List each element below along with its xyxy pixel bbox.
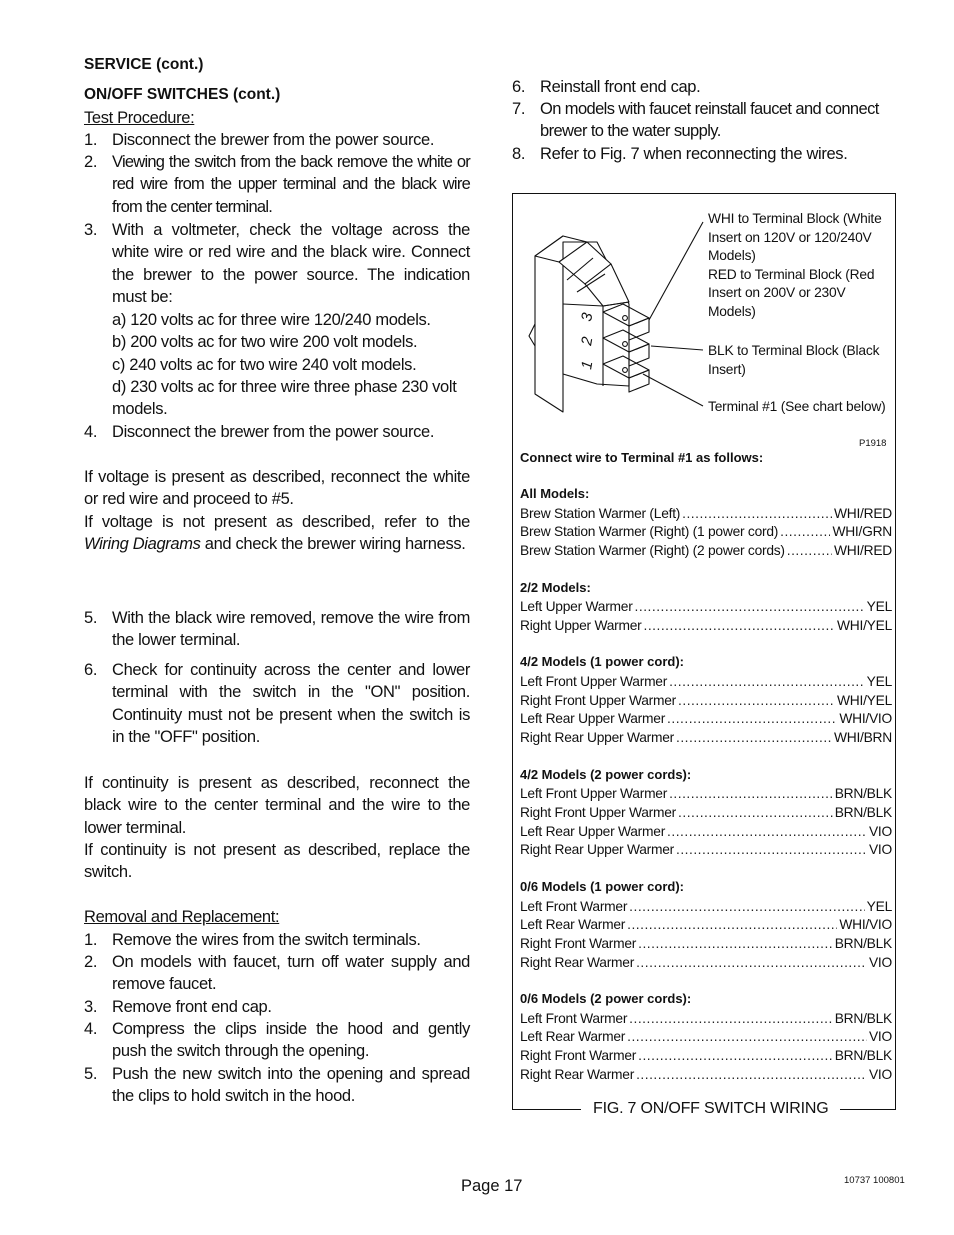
table-row: Left Front Upper Warmer ..... BRN/BLK [520, 785, 892, 803]
callout-whi-red: WHI to Terminal Block (White Insert on 120V or 120/240V Models) RED to Terminal Block (Red Insert on 200V or 230V Models) [708, 211, 882, 319]
group-title-0-6-two-cords: 0/6 Models (2 power cords): [520, 991, 692, 1006]
table-row: Right Front Upper Warmer ..... BRN/BLK [520, 804, 892, 822]
indication-d: d) 230 volts ac for three wire three phase 230 volt models. [112, 378, 457, 419]
table-row: Right Rear Upper Warmer ..... VIO [520, 841, 892, 859]
figure-code: P1918 [859, 438, 887, 449]
indication-c: c) 240 volts ac for two wire 240 volt models. [112, 356, 417, 374]
terminal-number-1: 1 [578, 359, 597, 371]
table-row: Right Rear Warmer ..... VIO [520, 954, 892, 972]
table-row: Left Rear Warmer ..... VIO [520, 1028, 892, 1046]
table-row: Left Rear Warmer ..... WHI/VIO [520, 916, 892, 934]
group-title-0-6-one-cord: 0/6 Models (1 power cord): [520, 879, 684, 894]
table-row: Left Front Warmer ..... YEL [520, 898, 892, 916]
table-row: Brew Station Warmer (Right) (2 power cords) ..... WHI/RED [520, 542, 892, 560]
table-row: Right Front Warmer ..... BRN/BLK [520, 935, 892, 953]
terminal-number-3: 3 [578, 311, 597, 323]
table-row: Left Upper Warmer ..... YEL [520, 598, 892, 616]
indication-b: b) 200 volts ac for two wire 200 volt models. [112, 333, 418, 351]
group-title-4-2-one-cord: 4/2 Models (1 power cord): [520, 654, 684, 669]
table-row: Brew Station Warmer (Right) (1 power cord) ..... WHI/GRN [520, 523, 892, 541]
figure-caption: FIG. 7 ON/OFF SWITCH WIRING [581, 1100, 840, 1118]
table-row: Left Front Upper Warmer ..... YEL [520, 673, 892, 691]
subsection-heading: ON/OFF SWITCHES (cont.) [84, 86, 281, 103]
table-row: Right Rear Upper Warmer ..... WHI/BRN [520, 729, 892, 747]
group-title-all-models: All Models: [520, 486, 590, 501]
table-row: Right Front Upper Warmer ..... WHI/YEL [520, 692, 892, 710]
removal-label: Removal and Replacement: [84, 908, 280, 926]
group-title-4-2-two-cords: 4/2 Models (2 power cords): [520, 767, 692, 782]
figure-7-box [512, 193, 896, 1117]
group-title-2-2-models: 2/2 Models: [520, 580, 591, 595]
table-row: Left Rear Upper Warmer ..... VIO [520, 823, 892, 841]
test-procedure-label: Test Procedure: [84, 109, 195, 127]
table-row: Right Upper Warmer ..... WHI/YEL [520, 617, 892, 635]
connect-title: Connect wire to Terminal #1 as follows: [520, 450, 764, 465]
table-row: Left Front Warmer ..... BRN/BLK [520, 1010, 892, 1028]
table-row: Right Front Warmer ..... BRN/BLK [520, 1047, 892, 1065]
wiring-diagrams-ref: Wiring Diagrams [84, 535, 201, 554]
paragraph-continuity-not-present: If continuity is not present as described, replace the switch. [84, 841, 470, 882]
callout-blk: BLK to Terminal Block (Black Insert) [708, 343, 880, 377]
table-row: Brew Station Warmer (Left) ..... WHI/RED [520, 505, 892, 523]
table-row: Left Rear Upper Warmer ..... WHI/VIO [520, 710, 892, 728]
callout-terminal-1: Terminal #1 (See chart below) [708, 399, 886, 414]
document-code: 10737 100801 [844, 1175, 905, 1186]
paragraph-continuity-present: If continuity is present as described, reconnect the black wire to the center terminal and the wire to the lower terminal. [84, 774, 470, 837]
page-number: Page 17 [461, 1177, 523, 1195]
terminal-number-2: 2 [578, 335, 597, 347]
paragraph-voltage-not-present: If voltage is not present as described, refer to the Wiring Diagrams and check the brewer wiring harness. [84, 513, 470, 554]
table-row: Right Rear Warmer ..... VIO [520, 1066, 892, 1084]
section-heading: SERVICE (cont.) [84, 56, 204, 73]
paragraph-voltage-present: If voltage is present as described, reconnect the white or red wire and proceed to #5. [84, 468, 470, 509]
indication-a: a) 120 volts ac for three wire 120/240 models. [112, 311, 431, 329]
